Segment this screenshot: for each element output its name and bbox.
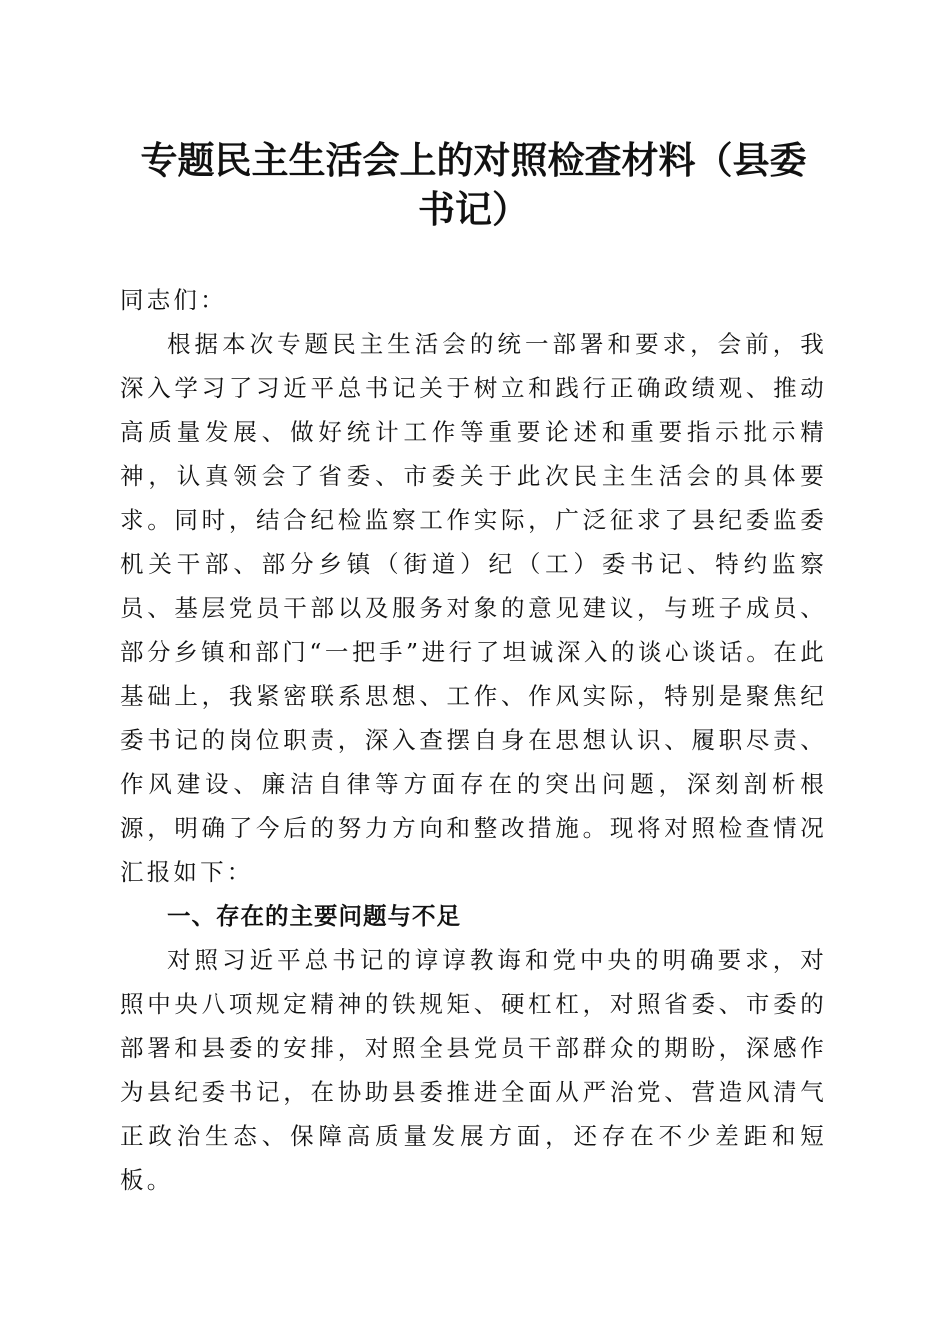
section-paragraph: 对照习近平总书记的谆谆教诲和党中央的明确要求，对照中央八项规定精神的铁规矩、硬杠杠，对照省委、市委的部署和县委的安排，对照全县党员干部群众的期盼，深感作为县纪委书记，在协助县委推进全面从严治党、营造风清气正政治生态、保障高质量发展方面，还存在不少差距和短板。 xyxy=(120,946,827,1194)
document-title: 专题民主生活会上的对照检查材料（县委书记） xyxy=(140,138,807,231)
intro-paragraph: 根据本次专题民主生活会的统一部署和要求，会前，我深入学习了习近平总书记关于树立和践行正确政绩观、推动高质量发展、做好统计工作等重要论述和重要指示批示精神，认真领会了省委、市委关于此次民主生活会的具体要求。同时，结合纪检监察工作实际，广泛征求了县纪委监委机关干部、部分乡镇（街道）纪（工）委书记、特约监察员、基层党员干部以及服务对象的意见建议，与班子成员、部分乡镇和部门“一把手”进行了坦诚深入的谈心谈话。在此基础上，我紧密联系思想、工作、作风实际，特别是聚焦纪委书记的岗位职责，深入查摆自身在思想认识、履职尽责、作风建设、廉洁自律等方面存在的突出问题，深刻剖析根源，明确了今后的努力方向和整改措施。现将对照检查情况汇报如下： xyxy=(120,330,827,886)
section-heading: 一、存在的主要问题与不足 xyxy=(167,902,461,930)
document-body xyxy=(120,278,827,1202)
salutation: 同志们： xyxy=(120,286,227,314)
